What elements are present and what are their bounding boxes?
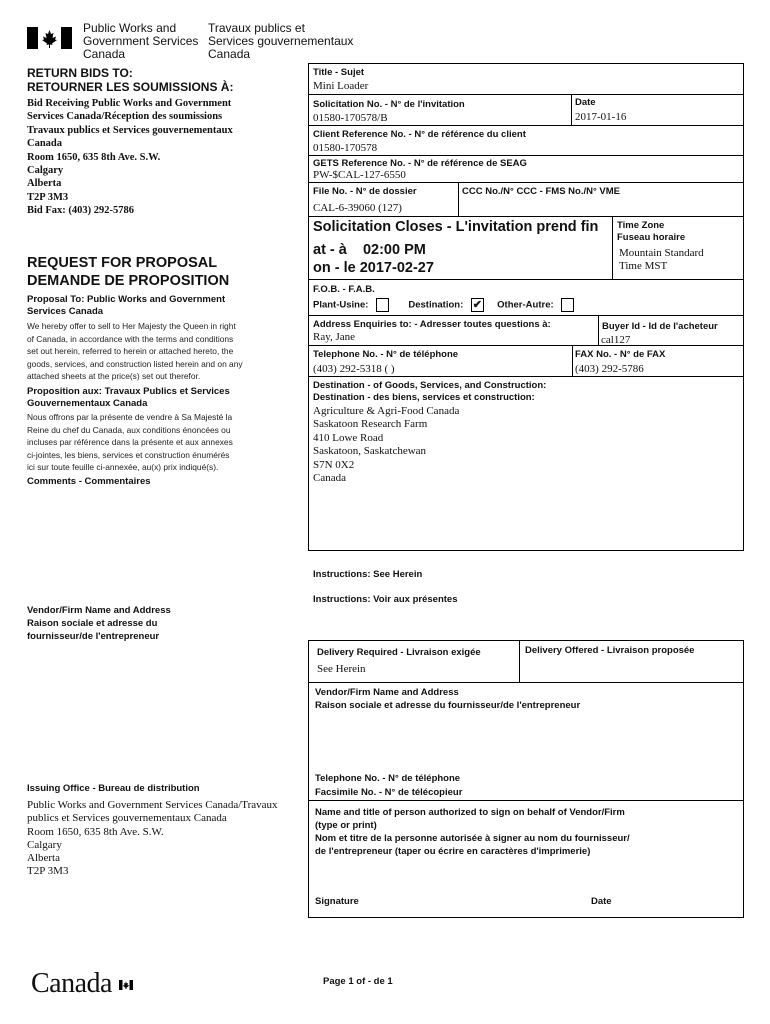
destination-checkbox[interactable] [471,298,484,312]
address-line: Calgary [27,165,64,177]
address-enquiries-value: Ray, Jane [313,331,356,343]
solicitation-no-label: Solicitation No. - N° de l'invitation [313,99,465,110]
vendor-name-label-left [27,604,171,643]
closing-time [313,241,434,277]
closing-date-value: 2017-02-27 [359,260,434,276]
vendor-label-line: fournisseur/de l'entrepreneur [27,631,160,642]
ccc-no-label: CCC No./N° CCC - FMS No./N° VME [462,186,621,197]
signer-label-line: de l'entrepreneur (taper ou écrire en caractères d'imprimerie) [315,846,591,857]
fax-value: (403) 292-5786 [575,363,644,375]
rfp-heading [27,254,229,290]
proposal-text-line: Reine du chef du Canada, aux conditions énoncées ou [27,424,231,435]
proposal-text-line: ici sur toute feuille ci-annexée, au(x) prix indiqué(s). [27,462,219,473]
canada-wordmark [31,968,112,1000]
issuing-office-line: Public Works and Government Services Canada/Travaux [27,799,278,811]
proposal-to-line: Services Canada [27,306,104,317]
dept-name-en [83,22,198,61]
proposal-text-line: of Canada, in accordance with the terms and conditions [27,333,234,344]
proposal-text-line: Nous offrons par la présente de vendre à Sa Majesté la [27,412,233,422]
destination-goods-label-line: Destination - des biens, services et construction: [313,392,535,403]
time-zone-label-line: Fuseau horaire [617,231,686,243]
destination-line: Agriculture & Agri-Food Canada [313,405,460,417]
delivery-required-label: Delivery Required - Livraison exigée [317,647,481,658]
address-line: Canada [27,138,63,150]
other-autre-checkbox[interactable] [561,298,574,312]
plant-usine-label: Plant-Usine: [313,299,369,311]
telephone-label: Telephone No. - N° de téléphone [313,349,459,360]
instructions-fr: Instructions: Voir aux présentes [313,594,458,605]
dept-fr-line: Services gouvernementaux [208,34,354,48]
destination-label: Destination: [408,299,464,311]
return-bids-fr: RETOURNER LES SOUMISSIONS À: [27,80,234,94]
return-bids-heading [27,66,233,94]
signer-label-line: Nom et titre de la personne autorisée à signer au nom du fournisseur/ [315,833,630,844]
title-value: Mini Loader [313,80,369,92]
proposal-to [27,294,225,318]
signer-label-line: (type or print) [315,820,377,831]
dept-fr-line: Travaux publics et [208,21,305,35]
date-label: Date [575,97,596,108]
bid-fax-line: Bid Fax: (403) 292-5786 [27,205,135,217]
page-number: Page 1 of - de 1 [323,976,393,987]
destination-line: Saskatoon Research Farm [313,418,428,431]
wordmark-flag-icon [119,966,133,998]
issuing-office-line: Calgary [27,838,62,851]
time-zone-value [619,247,704,273]
issuing-office-line: publics et Services gouvernementaux Canada [27,812,227,825]
proposal-text-fr [27,411,233,474]
destination-line: 410 Lowe Road [313,431,384,444]
dept-en-line: Public Works and [83,21,177,35]
issuing-office-label: Issuing Office - Bureau de distribution [27,783,200,794]
signature-label: Signature [315,896,359,907]
signature-date-label: Date [591,896,612,907]
at-label: at - à [313,242,347,258]
destination-line: Saskatoon, Saskatchewan [313,445,427,458]
vendor-label-line: Raison sociale et adresse du fournisseur/de l'entrepreneur [315,700,581,711]
other-autre-label: Other-Autre: [497,299,554,311]
signer-label-line: Name and title of person authorized to sign on behalf of Vendor/Firm [315,807,625,818]
address-line: Services Canada/Réception des soumissions [27,111,223,123]
proposal-text-line: We hereby offer to sell to Her Majesty the Queen in right [27,321,236,331]
proposition-aux [27,386,230,410]
proposal-text-line: goods, services, and construction listed herein and on any [27,358,243,369]
return-bids-en: RETURN BIDS TO: [27,66,133,80]
proposition-aux-line: Proposition aux: Travaux Publics et Services [27,386,230,397]
authorized-signer-label [315,806,630,858]
plant-usine-checkbox[interactable] [376,298,389,312]
dept-name-fr [208,22,353,61]
proposal-text-line: attached sheets at the price(s) set out therefor. [27,371,201,382]
issuing-office-line: Alberta [27,852,60,865]
issuing-office-address [27,799,278,879]
date-value: 2017-01-16 [575,111,627,123]
file-no-value: CAL-6-39060 (127) [313,202,402,214]
address-line: Room 1650, 635 8th Ave. S.W. [27,151,161,163]
destination-line: Canada [313,472,346,485]
rfp-fr: DEMANDE DE PROPOSITION [27,273,230,289]
bid-receiving-address [27,97,233,218]
destination-address [313,405,459,485]
dept-fr-line: Canada [208,47,251,61]
instructions-en: Instructions: See Herein [313,569,423,580]
proposal-text-line: set out herein, referred to herein or attached hereto, the [27,346,234,357]
vendor-telephone-label: Telephone No. - N° de téléphone [315,773,461,784]
checkmark-icon: ✔ [472,299,482,311]
proposition-aux-line: Gouvernementaux Canada [27,398,148,409]
address-enquiries-label: Address Enquiries to: - Adresser toutes questions à: [313,319,551,330]
tel-fax-label [315,772,462,799]
on-label: on - le [313,260,356,276]
vendor-fax-label: Facsimile No. - N° de télécopieur [315,786,463,798]
wordmark-text: Canada [31,968,112,999]
dept-en-line: Government Services [83,34,199,48]
time-zone-value-line: Time MST [619,260,668,272]
title-label: Title - Sujet [313,67,365,78]
closing-time-value: 02:00 PM [362,242,426,258]
fob-options [313,298,574,312]
fob-label: F.O.B. - F.A.B. [313,284,375,295]
comments-label: Comments - Commentaires [27,476,151,487]
fax-label: FAX No. - N° de FAX [575,349,666,360]
proposal-text-line: ci-jointes, les biens, services et construction énumérés [27,449,230,460]
canada-flag-icon [27,27,72,49]
rfp-en: REQUEST FOR PROPOSAL [27,255,218,271]
destination-line: S7N 0X2 [313,458,355,471]
address-line: Travaux publics et Services gouvernementaux [27,124,233,136]
telephone-value: (403) 292-5318 ( ) [313,363,395,375]
address-line: Bid Receiving Public Works and Government [27,98,232,109]
vendor-name-label [315,686,580,712]
file-no-label: File No. - N° de dossier [313,186,417,197]
buyer-id-value: cal127 [601,334,631,346]
time-zone-value-line: Mountain Standard [619,247,704,259]
delivery-required-value: See Herein [317,663,366,675]
time-zone-label-line: Time Zone [617,220,665,231]
vendor-label-line: Vendor/Firm Name and Address [27,605,171,616]
client-ref-value: 01580-170578 [313,142,378,154]
dept-en-line: Canada [83,47,126,61]
proposal-to-line: Proposal To: Public Works and Government [27,294,226,305]
destination-goods-label [313,380,546,404]
gets-ref-value: PW-$CAL-127-6550 [313,169,406,181]
solicitation-closes-title: Solicitation Closes - L'invitation prend fin [313,219,599,235]
proposal-text-line: incluses par référence dans la présente et aux annexes [27,437,233,448]
issuing-office-line: Room 1650, 635 8th Ave. S.W. [27,825,164,838]
address-line: T2P 3M3 [27,191,69,203]
buyer-id-label: Buyer Id - Id de l'acheteur [602,321,718,332]
address-line: Alberta [27,178,62,190]
gets-ref-label: GETS Reference No. - N° de référence de SEAG [313,158,527,169]
time-zone-label [617,220,685,243]
solicitation-no-value: 01580-170578/B [313,112,388,124]
proposal-text-en [27,320,243,383]
vendor-label-line: Raison sociale et adresse du [27,618,158,629]
destination-goods-label-line: Destination - of Goods, Services, and Construction: [313,380,547,391]
issuing-office-line: T2P 3M3 [27,865,69,878]
client-ref-label: Client Reference No. - N° de référence du client [313,129,526,140]
delivery-offered-label: Delivery Offered - Livraison proposée [525,645,695,656]
vendor-label-line: Vendor/Firm Name and Address [315,687,459,698]
